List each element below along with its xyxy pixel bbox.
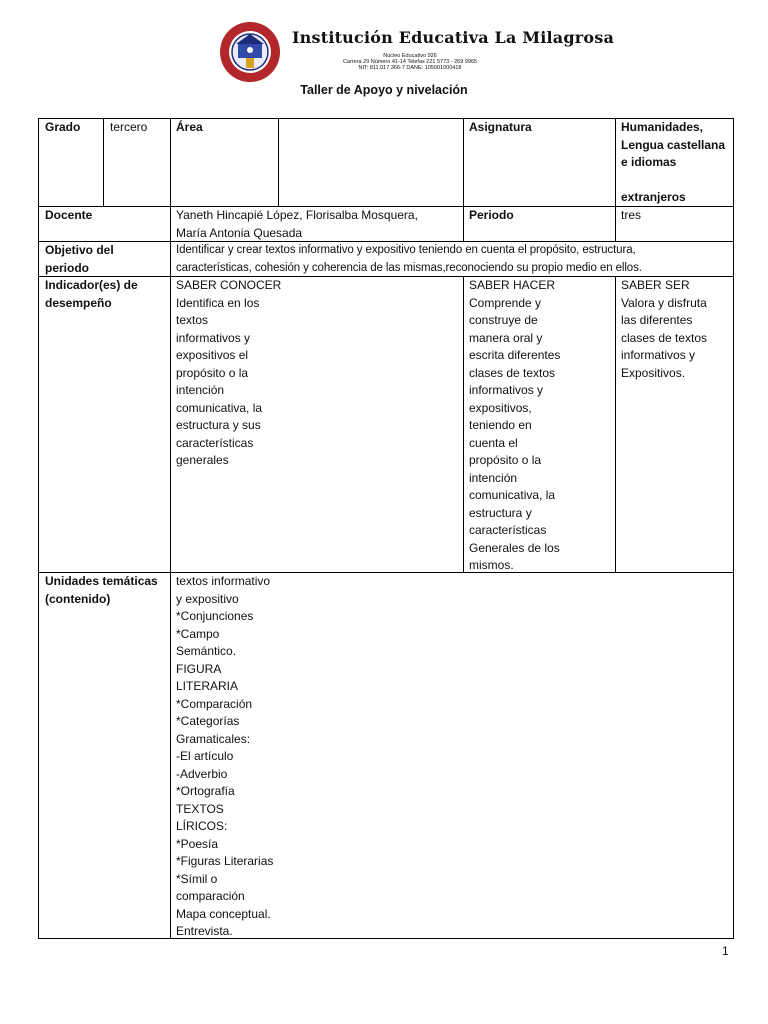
saber-conocer: SABER CONOCER Identifica en los textos informativos y expositivos el propósito o la intención comunicativa, la estructura y sus características generales bbox=[176, 278, 282, 467]
page-number: 1 bbox=[722, 944, 729, 958]
asignatura-value: Humanidades, Lengua castellana e idiomas extranjeros bbox=[621, 120, 726, 204]
institution-nit-dane: NIT: 811.017.366-7 DANE: 105001000418 bbox=[358, 65, 462, 71]
docente-value: Yaneth Hincapié López, Florisalba Mosquera, María Antonia Quesada bbox=[176, 208, 418, 240]
institution-nucleo: Núcleo Educativo 926 bbox=[383, 53, 437, 59]
document-title: Taller de Apoyo y nivelación bbox=[300, 83, 468, 97]
unidades-label: Unidades temáticas (contenido) bbox=[45, 574, 158, 606]
saber-hacer: SABER HACER Comprende y construye de manera oral y escrita diferentes clases de textos informativos y expositivos, teniendo en cuenta el propósito o la intención comunicativa, la estructura y características Generales de los mismos. bbox=[469, 278, 561, 572]
objetivo-label: Objetivo del periodo bbox=[45, 243, 114, 275]
indicador-label: Indicador(es) de desempeño bbox=[45, 278, 138, 310]
area-label: Área bbox=[176, 120, 203, 134]
institution-address: Carrera 29 Número 41-14 Telefax 221 5773 - 269 9965 bbox=[342, 59, 478, 65]
grado-label: Grado bbox=[45, 120, 81, 134]
objetivo-value: Identificar y crear textos informativo y expositivo teniendo en cuenta el propósito, estructura, características, cohesión y coherencia de las mismas,reconociendo su propio medio en ellos. bbox=[176, 244, 642, 274]
periodo-value: tres bbox=[621, 208, 642, 222]
periodo-label: Periodo bbox=[469, 208, 514, 222]
saber-ser: SABER SER Valora y disfruta las diferentes clases de textos informativos y Expositivos. bbox=[621, 278, 708, 380]
asignatura-label: Asignatura bbox=[469, 120, 532, 134]
grado-value: tercero bbox=[110, 120, 148, 134]
institution-name: Institución Educativa La Milagrosa bbox=[292, 28, 615, 47]
docente-label: Docente bbox=[45, 208, 93, 222]
unidades-value: textos informativo y expositivo *Conjunciones *Campo Semántico. FIGURA LITERARIA *Comparación *Categorías Gramaticales: -El artículo -Adverbio *Ortografía TEXTOS LÍRICOS: *Poesía *Figuras Literarias *Símil o comparación Mapa conceptual. Entrevista. bbox=[176, 574, 274, 938]
